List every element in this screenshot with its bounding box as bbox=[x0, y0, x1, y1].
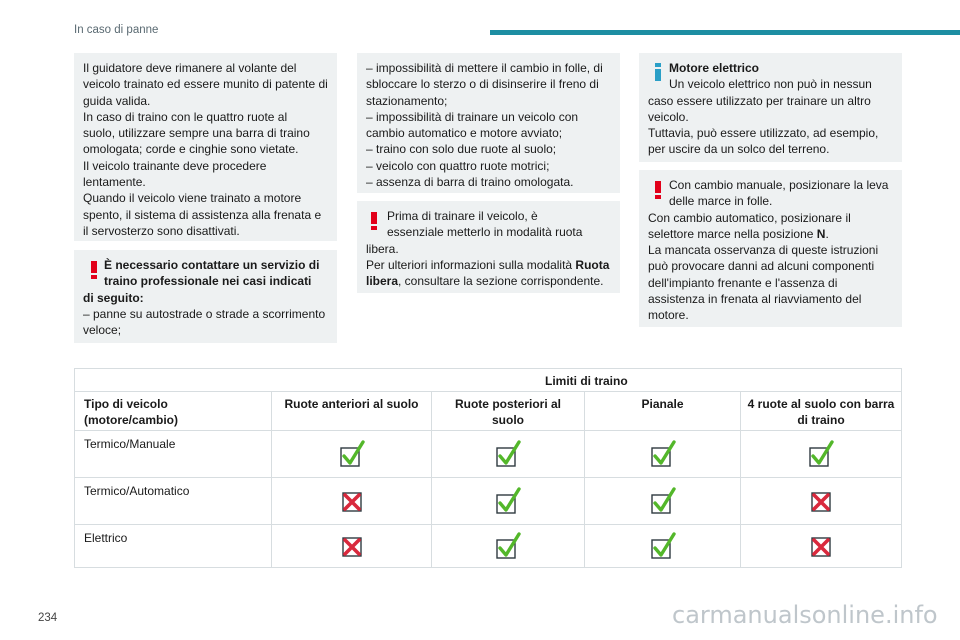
check-icon bbox=[495, 487, 521, 515]
freewheel-warning bbox=[357, 201, 620, 293]
text-line: Prima di trainare il veicolo, è bbox=[387, 209, 538, 223]
text-line bbox=[366, 257, 611, 273]
text-line: spento, il sistema di assistenza alla frenata e bbox=[83, 207, 322, 222]
towing-conditions-box bbox=[357, 53, 620, 193]
text-line: Motore elettrico bbox=[669, 61, 760, 75]
text-line: di seguito: bbox=[83, 290, 144, 305]
text-line: Tuttavia, può essere utilizzato, ad esempio, bbox=[648, 126, 879, 141]
table-title-row bbox=[75, 369, 901, 392]
check-icon bbox=[495, 440, 521, 468]
table-title: Limiti di traino bbox=[545, 374, 628, 388]
towing-allowed-cell bbox=[431, 477, 584, 524]
text-line: Il veicolo trainante deve procedere bbox=[83, 158, 267, 173]
text-line: caso essere utilizzato per trainare un altro bbox=[648, 93, 871, 108]
watermark: carmanualsonline.info bbox=[672, 601, 938, 629]
table-row bbox=[75, 477, 901, 525]
text-line: Un veicolo elettrico non può in nessun bbox=[669, 77, 872, 92]
text-line: essenziale metterlo in modalità ruota bbox=[387, 225, 583, 240]
text-line: veicolo trainato ed essere munito di patente di bbox=[83, 77, 328, 92]
text-line: Con cambio automatico, posizionare il bbox=[648, 210, 851, 225]
table-header-cell: Ruote anteriori al suolo bbox=[271, 391, 431, 430]
text-line: – assenza di barra di traino omologata. bbox=[366, 175, 574, 190]
text-line: In caso di traino con le quattro ruote al bbox=[83, 109, 288, 124]
towing-allowed-cell bbox=[271, 430, 431, 477]
towing-allowed-cell bbox=[431, 430, 584, 477]
table-header-cell: Ruote posteriori al suolo bbox=[431, 391, 584, 430]
text-line: delle marce in folle. bbox=[669, 194, 773, 209]
gear-position-warning bbox=[639, 170, 902, 327]
warning-icon bbox=[369, 212, 379, 230]
check-icon bbox=[650, 487, 676, 515]
text-line: libera. bbox=[366, 241, 399, 256]
text-line: – impossibilità di trainare un veicolo con bbox=[366, 109, 579, 124]
check-icon bbox=[339, 440, 365, 468]
warning-icon bbox=[653, 181, 663, 199]
check-icon bbox=[650, 532, 676, 560]
towing-allowed-cell bbox=[740, 430, 901, 477]
text-line: veloce; bbox=[83, 323, 122, 338]
table-header-cell: Pianale bbox=[584, 391, 740, 430]
text-line: dell'impianto frenante e l'assenza di bbox=[648, 275, 838, 290]
text-line: motore. bbox=[648, 308, 689, 323]
cross-icon bbox=[808, 487, 834, 515]
text-line: assistenza in frenata al riavviamento del bbox=[648, 292, 862, 307]
text-line: sbloccare lo sterzo o di disinserire il freno di bbox=[366, 77, 599, 92]
vehicle-type-cell: Elettrico bbox=[84, 531, 128, 545]
towing-allowed-cell bbox=[584, 430, 740, 477]
text-line: Il guidatore deve rimanere al volante del bbox=[83, 61, 297, 75]
text-line: Quando il veicolo viene trainato a motore bbox=[83, 191, 302, 206]
section-title: In caso di panne bbox=[74, 24, 159, 36]
towing-allowed-cell bbox=[740, 477, 901, 524]
cross-icon bbox=[808, 532, 834, 560]
header-accent-bar bbox=[490, 30, 960, 35]
text-line: – impossibilità di mettere il cambio in folle, di bbox=[366, 61, 603, 75]
text-line: stazionamento; bbox=[366, 93, 448, 108]
text-line: può provocare danni ad alcuni componenti bbox=[648, 259, 875, 274]
towing-allowed-cell bbox=[740, 524, 901, 567]
professional-towing-warning bbox=[74, 250, 337, 343]
guidance-box bbox=[74, 53, 337, 241]
cross-icon bbox=[339, 532, 365, 560]
text-line: – traino con solo due ruote al suolo; bbox=[366, 142, 557, 157]
electric-motor-info bbox=[639, 53, 902, 162]
towing-allowed-cell bbox=[431, 524, 584, 567]
text: selettore marce nella posizione bbox=[648, 226, 817, 241]
table-header-cell: Tipo di veicolo (motore/cambio) bbox=[84, 397, 179, 427]
vehicle-type-cell: Termico/Automatico bbox=[84, 484, 190, 498]
cross-icon bbox=[339, 487, 365, 515]
table-row bbox=[75, 430, 901, 478]
table-header-row bbox=[75, 391, 901, 431]
bold-text: libera bbox=[366, 274, 399, 289]
info-icon bbox=[653, 63, 663, 81]
towing-allowed-cell bbox=[584, 477, 740, 524]
vehicle-type-cell: Termico/Manuale bbox=[84, 437, 176, 451]
text: , consultare la sezione corrispondente. bbox=[398, 274, 604, 289]
text-line: lentamente. bbox=[83, 175, 146, 190]
text-line: veicolo. bbox=[648, 109, 689, 124]
page-number: 234 bbox=[38, 612, 58, 624]
text-line bbox=[366, 273, 611, 289]
table-header-cell: 4 ruote al suolo con barra di traino bbox=[740, 391, 901, 430]
warning-icon bbox=[89, 261, 99, 279]
check-icon bbox=[495, 532, 521, 560]
table-row bbox=[75, 524, 901, 567]
bold-text: Ruota bbox=[575, 257, 610, 272]
text-line: cambio automatico e motore avviato; bbox=[366, 126, 563, 141]
text-line: – panne su autostrade o strade a scorrimento bbox=[83, 306, 326, 321]
check-icon bbox=[808, 440, 834, 468]
text-line: È necessario contattare un servizio di bbox=[104, 258, 320, 272]
text: . bbox=[825, 226, 829, 241]
text-line: suolo, utilizzare sempre una barra di traino bbox=[83, 126, 310, 141]
towing-allowed-cell bbox=[271, 524, 431, 567]
towing-allowed-cell bbox=[584, 524, 740, 567]
text-line: – veicolo con quattro ruote motrici; bbox=[366, 158, 550, 173]
bold-text: N bbox=[816, 226, 826, 241]
check-icon bbox=[650, 440, 676, 468]
text: Per ulteriori informazioni sulla modalità bbox=[366, 257, 576, 272]
text-line: per uscire da un solco del terreno. bbox=[648, 142, 830, 157]
text-line: Con cambio manuale, posizionare la leva bbox=[669, 178, 889, 192]
towing-allowed-cell bbox=[271, 477, 431, 524]
text-line: guida valida. bbox=[83, 93, 151, 108]
text-line: omologata; corde e cinghie sono vietate. bbox=[83, 142, 299, 157]
text-line: il servosterzo sono disattivati. bbox=[83, 223, 240, 238]
text-line: traino professionale nei casi indicati bbox=[104, 274, 312, 289]
text-line bbox=[648, 226, 893, 242]
text-line: La mancata osservanza di queste istruzioni bbox=[648, 243, 879, 258]
towing-limits-table bbox=[74, 368, 902, 568]
